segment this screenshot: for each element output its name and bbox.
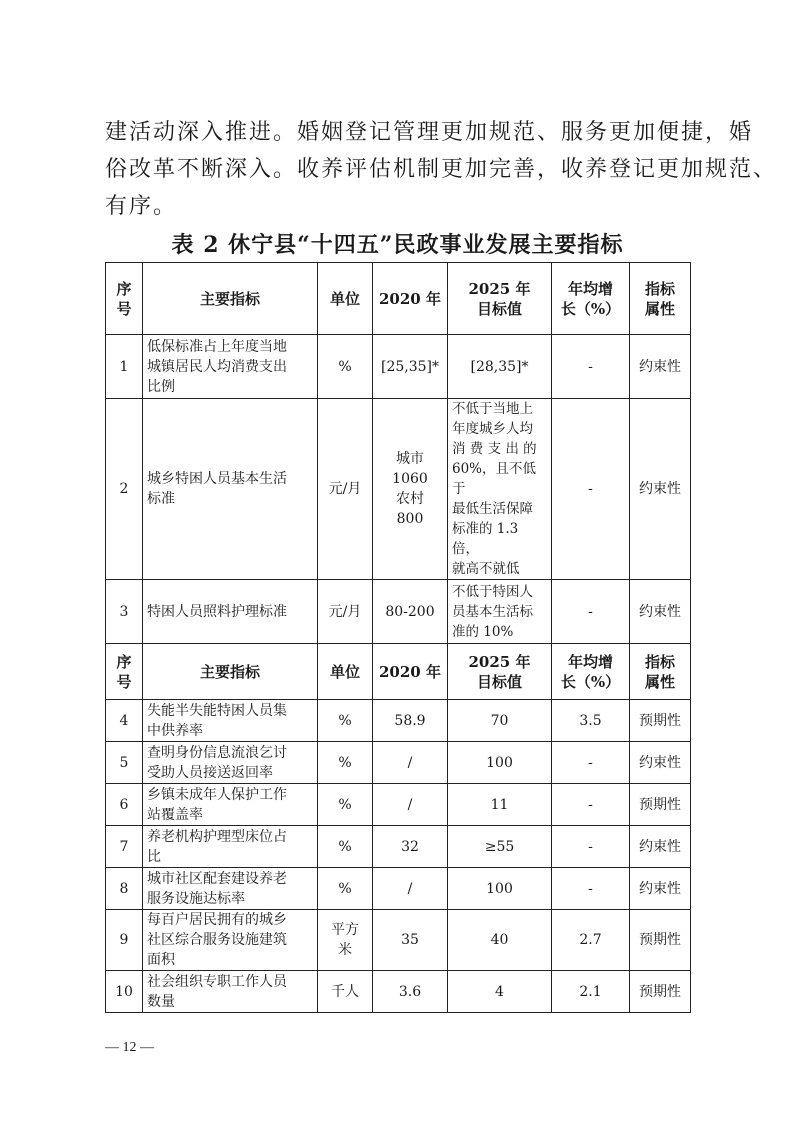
header-2025 xyxy=(448,644,552,700)
indicator-line: 社会组织专职工作人员 xyxy=(147,973,287,990)
header-indicator: 主要指标 xyxy=(143,263,318,335)
table-row xyxy=(106,399,691,580)
header-unit: 单位 xyxy=(318,263,373,335)
unit-line: 千人 xyxy=(331,983,359,1000)
row-attr: 预期性 xyxy=(630,784,691,826)
row-unit xyxy=(318,971,373,1013)
target-line: 4 xyxy=(495,983,504,1000)
row-indicator xyxy=(143,580,318,644)
header-attr xyxy=(630,263,691,335)
target-line: 年度城乡人均 xyxy=(452,421,533,437)
row-2020 xyxy=(373,784,448,826)
target-line: 就高不就低 xyxy=(452,561,520,577)
target-line: [28,35]* xyxy=(470,358,529,375)
indicators-table xyxy=(105,262,691,1013)
row-growth: 2.1 xyxy=(552,971,630,1013)
row-2025-target xyxy=(448,868,552,910)
row-2025-target xyxy=(448,971,552,1013)
value-line: 1060 xyxy=(392,471,428,487)
row-growth: 2.7 xyxy=(552,910,630,971)
header-2025 xyxy=(448,263,552,335)
header-no xyxy=(106,644,143,700)
row-2020 xyxy=(373,742,448,784)
row-indicator xyxy=(143,335,318,399)
row-unit xyxy=(318,784,373,826)
row-no: 4 xyxy=(106,700,143,742)
target-line: ≥55 xyxy=(484,838,515,855)
table-row xyxy=(106,335,691,399)
row-growth: - xyxy=(552,580,630,644)
row-2020 xyxy=(373,399,448,580)
header-line: 序 xyxy=(116,652,132,671)
row-growth: - xyxy=(552,335,630,399)
indicator-line: 乡镇未成年人保护工作 xyxy=(147,786,287,803)
table-row xyxy=(106,868,691,910)
table-header-row xyxy=(106,263,691,335)
indicator-line: 服务设施达标率 xyxy=(147,890,245,907)
row-attr: 预期性 xyxy=(630,971,691,1013)
row-unit xyxy=(318,868,373,910)
row-indicator xyxy=(143,742,318,784)
indicator-line: 比例 xyxy=(147,378,175,395)
row-2025-target xyxy=(448,784,552,826)
row-unit xyxy=(318,399,373,580)
value-line: / xyxy=(407,880,413,897)
header-2020: 2020 年 xyxy=(373,263,448,335)
row-indicator xyxy=(143,784,318,826)
target-line: 60%，且不低于 xyxy=(452,461,537,497)
header-2020: 2020 年 xyxy=(373,644,448,700)
table-row xyxy=(106,971,691,1013)
target-line: 11 xyxy=(490,796,509,813)
header-indicator: 主要指标 xyxy=(143,644,318,700)
row-attr: 约束性 xyxy=(630,399,691,580)
unit-line: 平方 xyxy=(331,922,359,938)
header-line: 长（%） xyxy=(560,299,621,318)
value-line: 80-200 xyxy=(385,603,435,620)
unit-line: % xyxy=(338,754,352,771)
header-line: 2025 年 xyxy=(468,652,531,671)
row-no: 6 xyxy=(106,784,143,826)
value-line: 城市 xyxy=(396,451,424,467)
row-2020 xyxy=(373,826,448,868)
header-growth xyxy=(552,263,630,335)
unit-line: 米 xyxy=(338,942,352,958)
row-2025-target xyxy=(448,910,552,971)
value-line: 35 xyxy=(401,932,419,948)
unit-line: 元/月 xyxy=(328,481,362,497)
value-line: 58.9 xyxy=(394,712,426,729)
row-no: 5 xyxy=(106,742,143,784)
row-no: 8 xyxy=(106,868,143,910)
table-row xyxy=(106,742,691,784)
row-2020 xyxy=(373,971,448,1013)
header-line: 指标 xyxy=(644,279,675,298)
row-growth: 3.5 xyxy=(552,700,630,742)
target-line: 最低生活保障 xyxy=(452,501,533,517)
page-number: — 12 — xyxy=(105,1040,154,1055)
value-line: 农村 xyxy=(396,491,424,507)
row-attr: 预期性 xyxy=(630,910,691,971)
unit-line: % xyxy=(338,880,352,897)
row-2025-target xyxy=(448,335,552,399)
header-growth xyxy=(552,644,630,700)
unit-line: % xyxy=(338,838,352,855)
indicator-line: 低保标准占上年度当地 xyxy=(147,338,287,355)
header-line: 号 xyxy=(116,672,132,691)
table-row xyxy=(106,910,691,971)
row-attr: 预期性 xyxy=(630,700,691,742)
row-unit xyxy=(318,335,373,399)
indicator-line: 标准 xyxy=(147,491,175,507)
indicator-line: 城镇居民人均消费支出 xyxy=(147,358,287,375)
row-no: 9 xyxy=(106,910,143,971)
intro-paragraph xyxy=(105,114,778,225)
indicator-line: 失能半失能特困人员集 xyxy=(147,702,287,719)
row-2020 xyxy=(373,580,448,644)
header-line: 序 xyxy=(116,279,132,298)
row-2025-target xyxy=(448,399,552,580)
row-unit xyxy=(318,826,373,868)
table-row xyxy=(106,580,691,644)
indicator-line: 城乡特困人员基本生活 xyxy=(147,471,287,487)
indicator-line: 站覆盖率 xyxy=(147,806,203,823)
table-header-row xyxy=(106,644,691,700)
row-indicator xyxy=(143,868,318,910)
row-no: 2 xyxy=(106,399,143,580)
row-attr: 约束性 xyxy=(630,868,691,910)
row-2025-target xyxy=(448,700,552,742)
header-line: 2025 年 xyxy=(468,279,531,298)
row-2025-target xyxy=(448,580,552,644)
value-line: / xyxy=(407,754,413,771)
value-line: / xyxy=(407,796,413,813)
value-line: 800 xyxy=(396,511,424,527)
value-line: [25,35]* xyxy=(380,358,439,375)
target-line: 员基本生活标 xyxy=(452,603,533,620)
table-title: 表 2 休宁县“十四五”民政事业发展主要指标 xyxy=(171,232,624,258)
target-line: 100 xyxy=(486,754,513,771)
header-line: 属性 xyxy=(644,299,675,318)
row-2025-target xyxy=(448,742,552,784)
row-no: 1 xyxy=(106,335,143,399)
indicator-line: 特困人员照料护理标准 xyxy=(147,603,287,620)
row-unit xyxy=(318,580,373,644)
target-line: 70 xyxy=(490,712,509,729)
intro-line: 有序。 xyxy=(105,194,178,219)
row-2020 xyxy=(373,910,448,971)
header-line: 目标值 xyxy=(476,672,522,691)
indicator-line: 面积 xyxy=(147,952,175,968)
unit-line: % xyxy=(338,358,352,375)
row-no: 3 xyxy=(106,580,143,644)
header-line: 目标值 xyxy=(476,299,522,318)
target-line: 不低于特困人 xyxy=(452,583,533,600)
row-growth: - xyxy=(552,784,630,826)
indicator-line: 中供养率 xyxy=(147,722,203,739)
row-indicator xyxy=(143,826,318,868)
header-line: 指标 xyxy=(644,652,675,671)
row-attr: 约束性 xyxy=(630,742,691,784)
target-line: 消 费 支 出 的 xyxy=(452,441,537,457)
header-line: 号 xyxy=(116,299,132,318)
row-indicator xyxy=(143,399,318,580)
value-line: 32 xyxy=(401,838,419,855)
header-line: 年均增 xyxy=(567,652,613,671)
row-growth: - xyxy=(552,742,630,784)
indicator-line: 养老机构护理型床位占 xyxy=(147,828,287,845)
header-line: 长（%） xyxy=(560,672,621,691)
indicator-line: 比 xyxy=(147,848,161,865)
row-unit xyxy=(318,700,373,742)
header-no xyxy=(106,263,143,335)
row-indicator xyxy=(143,971,318,1013)
table-row xyxy=(106,826,691,868)
row-attr: 约束性 xyxy=(630,826,691,868)
row-indicator xyxy=(143,700,318,742)
row-2020 xyxy=(373,700,448,742)
table-row xyxy=(106,700,691,742)
indicator-line: 社区综合服务设施建筑 xyxy=(147,932,287,948)
indicator-line: 数量 xyxy=(147,993,175,1010)
value-line: 3.6 xyxy=(398,983,422,1000)
indicator-line: 每百户居民拥有的城乡 xyxy=(147,912,287,928)
header-line: 年均增 xyxy=(567,279,613,298)
row-growth: - xyxy=(552,399,630,580)
target-line: 准的 10% xyxy=(452,623,514,640)
unit-line: % xyxy=(338,712,352,729)
target-line: 40 xyxy=(490,932,509,948)
row-indicator xyxy=(143,910,318,971)
row-attr: 约束性 xyxy=(630,335,691,399)
row-2020 xyxy=(373,335,448,399)
indicator-line: 城市社区配套建设养老 xyxy=(147,870,287,887)
row-2025-target xyxy=(448,826,552,868)
row-attr: 约束性 xyxy=(630,580,691,644)
table-row xyxy=(106,784,691,826)
unit-line: 元/月 xyxy=(328,603,362,620)
row-unit xyxy=(318,742,373,784)
target-line: 不低于当地上 xyxy=(452,401,533,417)
header-line: 属性 xyxy=(644,672,675,691)
intro-line: 俗改革不断深入。收养评估机制更加完善，收养登记更加规范、 xyxy=(105,157,778,182)
header-unit: 单位 xyxy=(318,644,373,700)
indicator-line: 查明身份信息流浪乞讨 xyxy=(147,744,287,761)
unit-line: % xyxy=(338,796,352,813)
row-no: 10 xyxy=(106,971,143,1013)
header-attr xyxy=(630,644,691,700)
target-line: 100 xyxy=(486,880,513,897)
intro-line: 建活动深入推进。婚姻登记管理更加规范、服务更加便捷，婚 xyxy=(105,120,754,145)
target-line: 标准的 1.3 倍， xyxy=(452,521,519,557)
row-no: 7 xyxy=(106,826,143,868)
row-growth: - xyxy=(552,826,630,868)
row-unit xyxy=(318,910,373,971)
row-2020 xyxy=(373,868,448,910)
row-growth: - xyxy=(552,868,630,910)
indicator-line: 受助人员接送返回率 xyxy=(147,764,273,781)
